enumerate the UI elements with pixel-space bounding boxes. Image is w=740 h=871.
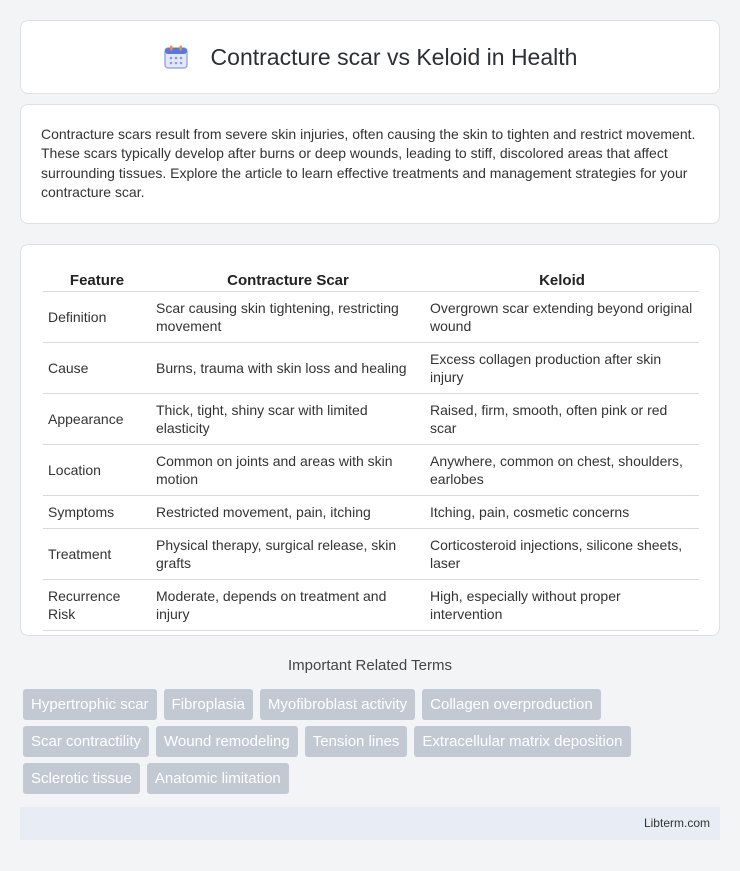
table-row	[43, 342, 699, 393]
page-title: Contracture scar vs Keloid in Health	[210, 43, 578, 70]
comparison-table-card	[20, 244, 720, 636]
tag-row	[23, 726, 723, 757]
tag-extracellular-matrix-deposition[interactable]: Extracellular matrix deposition	[414, 726, 630, 757]
tag-fibroplasia[interactable]: Fibroplasia	[164, 689, 253, 720]
table-row	[43, 291, 699, 342]
row-keloid: Excess collagen production after skin injury	[425, 342, 699, 393]
tag-myofibroblast-activity[interactable]: Myofibroblast activity	[260, 689, 415, 720]
row-feature: Appearance	[43, 393, 151, 444]
row-feature: Location	[43, 444, 151, 495]
intro-card	[20, 104, 720, 224]
footer	[20, 807, 720, 840]
row-contracture: Moderate, depends on treatment and injury	[151, 579, 425, 630]
header-card	[20, 20, 720, 94]
table-row	[43, 393, 699, 444]
header-contracture-scar: Contracture Scar	[151, 265, 425, 291]
row-keloid: Overgrown scar extending beyond original wound	[425, 291, 699, 342]
row-contracture: Scar causing skin tightening, restricting movement	[151, 291, 425, 342]
row-contracture: Physical therapy, surgical release, skin grafts	[151, 528, 425, 579]
row-keloid: Anywhere, common on chest, shoulders, earlobes	[425, 444, 699, 495]
row-feature: Definition	[43, 291, 151, 342]
table-header-row	[43, 265, 699, 291]
row-contracture: Restricted movement, pain, itching	[151, 495, 425, 528]
related-terms-tags	[23, 689, 723, 800]
tag-sclerotic-tissue[interactable]: Sclerotic tissue	[23, 763, 140, 794]
tag-scar-contractility[interactable]: Scar contractility	[23, 726, 149, 757]
related-terms-title: Important Related Terms	[288, 657, 452, 674]
tag-anatomic-limitation[interactable]: Anatomic limitation	[147, 763, 289, 794]
row-feature: Treatment	[43, 528, 151, 579]
header-feature: Feature	[43, 265, 151, 291]
row-feature: Cause	[43, 342, 151, 393]
tag-row	[23, 763, 723, 794]
intro-text: Contracture scars result from severe skin injuries, often causing the skin to tighten and restrict movement. These scars typically develop after burns or deep wounds, leading to stiff, discolored areas that affect surrounding tissues. Explore the article to learn effective treatments and management strategies for your contracture scar.	[41, 126, 696, 200]
row-keloid: Itching, pain, cosmetic concerns	[425, 495, 699, 528]
tag-wound-remodeling[interactable]: Wound remodeling	[156, 726, 298, 757]
row-keloid: Raised, firm, smooth, often pink or red scar	[425, 393, 699, 444]
row-keloid: High, especially without proper intervention	[425, 579, 699, 630]
comparison-table	[43, 265, 699, 631]
calendar-icon	[163, 44, 189, 70]
footer-site-link[interactable]: Libterm.com	[643, 816, 710, 830]
tag-row	[23, 689, 723, 720]
tag-tension-lines[interactable]: Tension lines	[305, 726, 408, 757]
tag-collagen-overproduction[interactable]: Collagen overproduction	[422, 689, 601, 720]
row-feature: Symptoms	[43, 495, 151, 528]
tag-hypertrophic-scar[interactable]: Hypertrophic scar	[23, 689, 157, 720]
row-contracture: Common on joints and areas with skin motion	[151, 444, 425, 495]
table-row	[43, 528, 699, 579]
table-row	[43, 495, 699, 528]
row-contracture: Thick, tight, shiny scar with limited elasticity	[151, 393, 425, 444]
table-row	[43, 579, 699, 630]
row-contracture: Burns, trauma with skin loss and healing	[151, 342, 425, 393]
table-row	[43, 444, 699, 495]
row-keloid: Corticosteroid injections, silicone sheets, laser	[425, 528, 699, 579]
header-keloid: Keloid	[425, 265, 699, 291]
row-feature: Recurrence Risk	[43, 579, 151, 630]
